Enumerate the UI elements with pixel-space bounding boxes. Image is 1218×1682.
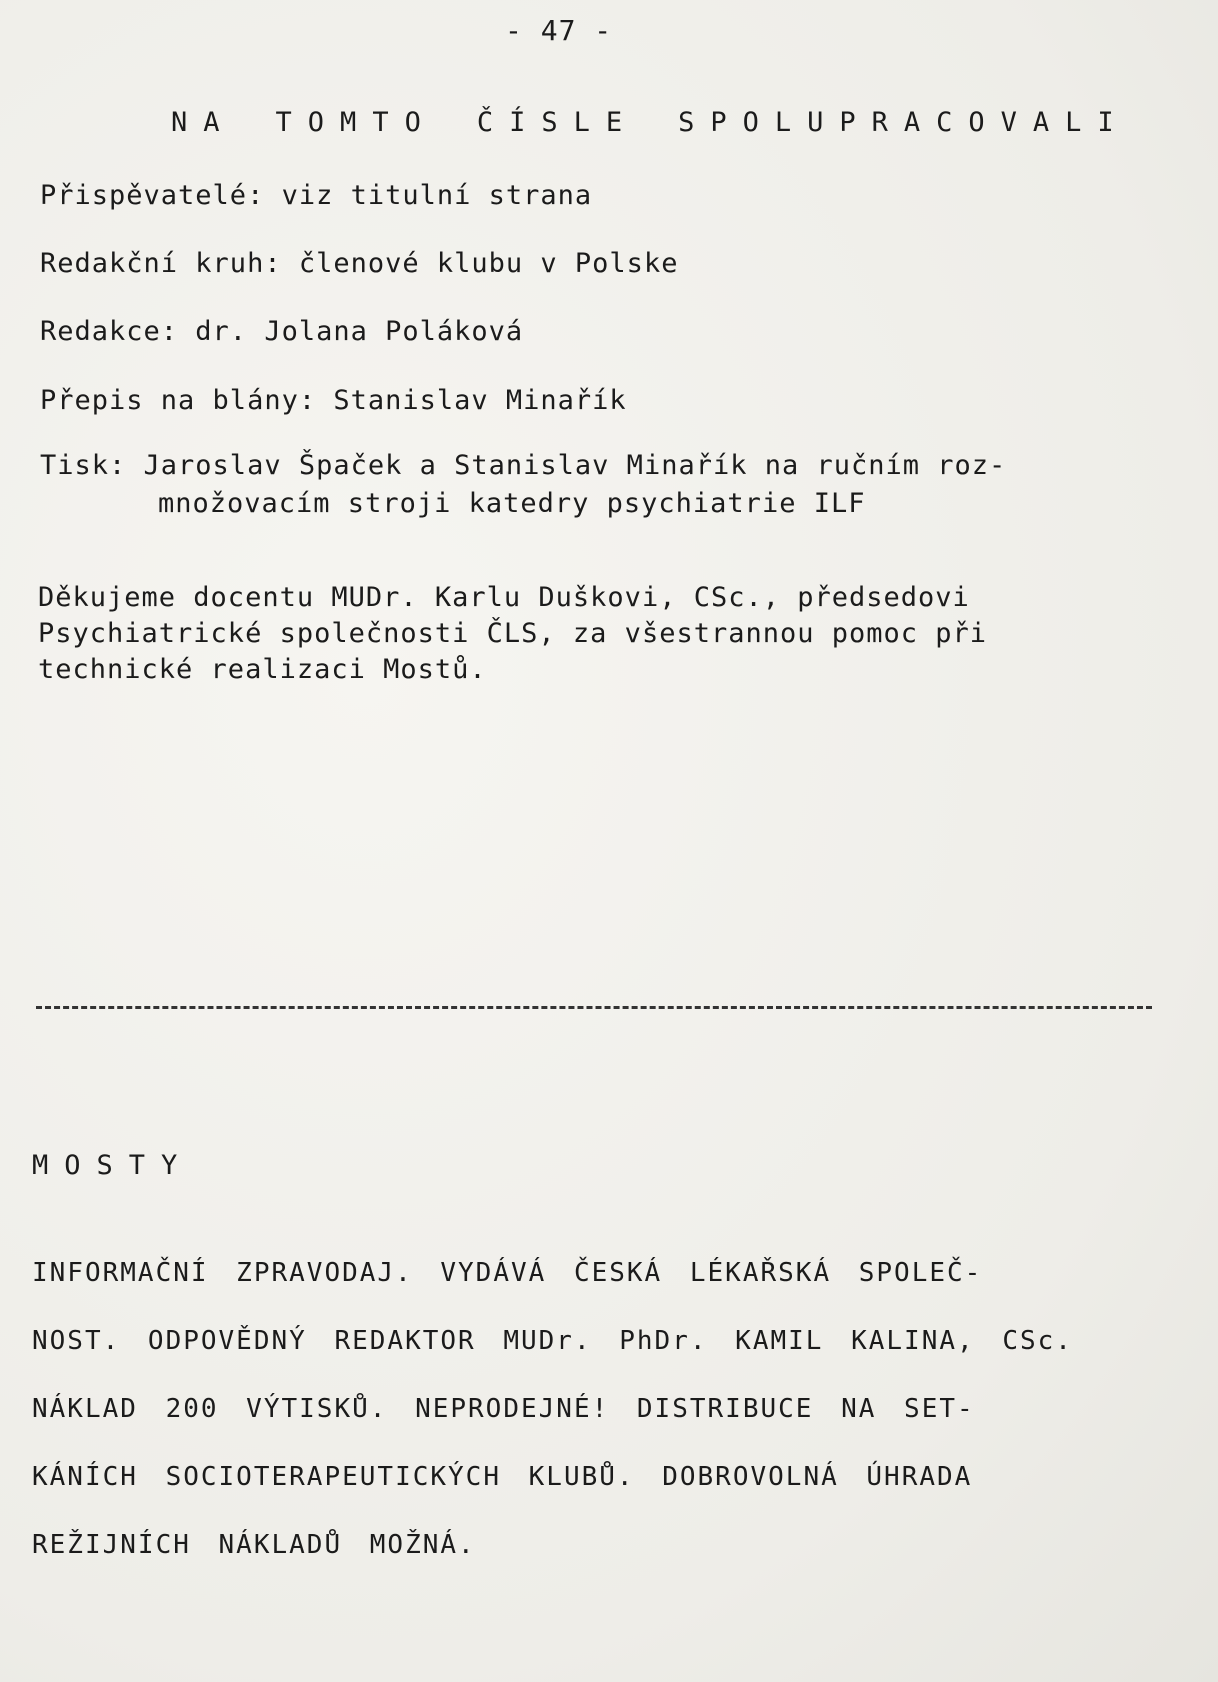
heading-word: SPOLUPRACOVALI: [678, 107, 1130, 138]
credit-transcription: Přepis na blány: Stanislav Minařík: [40, 385, 627, 416]
imprint-line: NÁKLAD 200 VÝTISKŮ. NEPRODEJNÉ! DISTRIBUCE NA SET-: [32, 1394, 975, 1424]
credit-contributors: Přispěvatelé: viz titulní strana: [40, 180, 593, 211]
acknowledgement-line: technické realizaci Mostů.: [38, 654, 487, 685]
heading-word: NA: [171, 107, 236, 138]
heading-word: TOMTO: [275, 107, 437, 138]
mosty-title: MOSTY: [32, 1150, 194, 1181]
credit-printing: Tisk: Jaroslav Špaček a Stanislav Minařík na ručním roz-: [40, 450, 1007, 481]
dashed-divider: [36, 1006, 1152, 1009]
imprint-line: INFORMAČNÍ ZPRAVODAJ. VYDÁVÁ ČESKÁ LÉKAŘSKÁ SPOLEČ-: [32, 1258, 983, 1288]
credit-editorial-board: Redakční kruh: členové klubu v Polske: [40, 248, 679, 279]
heading-word: ČÍSLE: [476, 107, 639, 138]
imprint-line: REŽIJNÍCH NÁKLADŮ MOŽNÁ.: [32, 1530, 476, 1560]
credit-printing-continued: množovacím stroji katedry psychiatrie ILF: [158, 488, 866, 519]
imprint-line: NOST. ODPOVĚDNÝ REDAKTOR MUDr. PhDr. KAMIL KALINA, CSc.: [32, 1326, 1073, 1356]
imprint-line: KÁNÍCH SOCIOTERAPEUTICKÝCH KLUBŮ. DOBROVOLNÁ ÚHRADA: [32, 1462, 973, 1492]
acknowledgement-line: Děkujeme docentu MUDr. Karlu Duškovi, CSc., předsedovi: [38, 582, 970, 613]
page-heading: [42, 76, 1170, 169]
acknowledgement-line: Psychiatrické společnosti ČLS, za všestrannou pomoc při: [38, 618, 988, 649]
page-number: - 47 -: [505, 14, 613, 47]
credit-editor: Redakce: dr. Jolana Poláková: [40, 316, 524, 347]
